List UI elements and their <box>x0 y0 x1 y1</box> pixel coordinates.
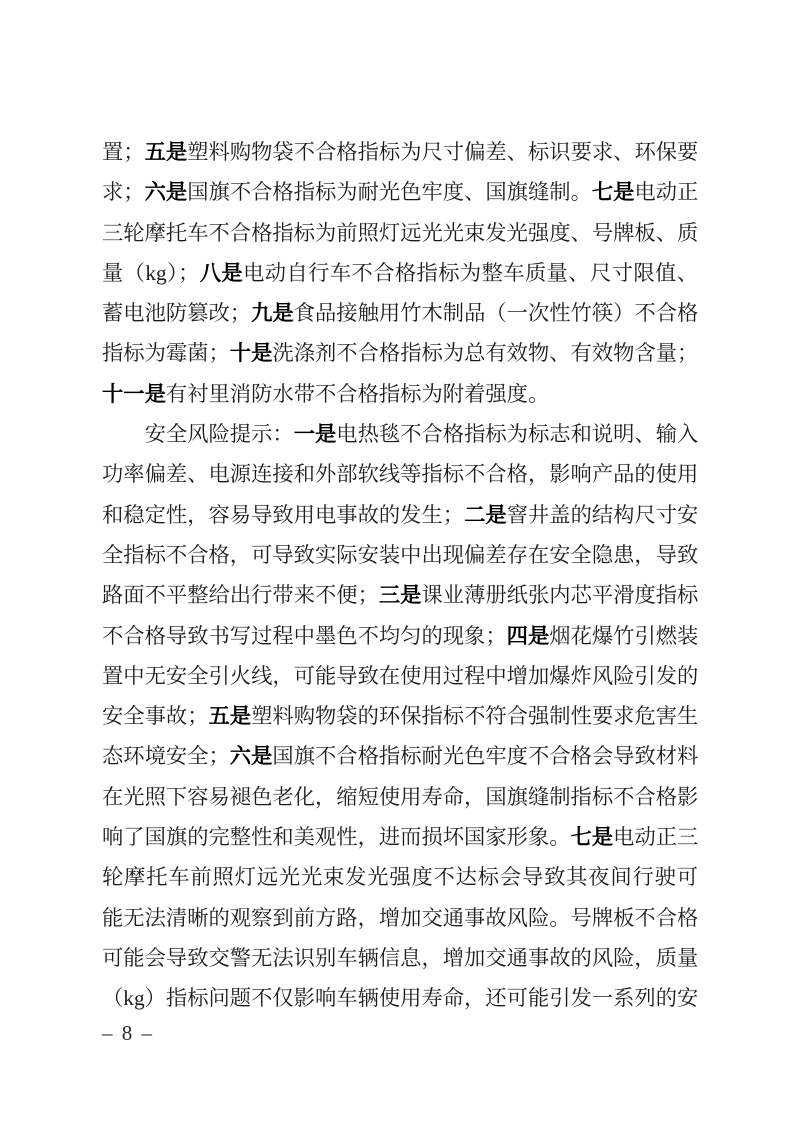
bold-text-segment: 五是 <box>208 704 252 729</box>
text-line <box>102 817 698 857</box>
text-line <box>102 978 698 1018</box>
text-segment: 国旗不合格指标为耐光色牢度、国旗缝制。 <box>187 180 592 205</box>
text-segment: 电动自行车不合格指标为整车质量、尺寸限值、 <box>243 260 698 285</box>
bold-text-segment: 六是 <box>229 744 273 769</box>
text-segment: 响了国旗的完整性和美观性，进而损坏国家形象。 <box>102 825 571 850</box>
text-segment: 有衬里消防水带不合格指标为附着强度。 <box>165 381 550 406</box>
text-segment: 指标为霉菌； <box>102 341 230 366</box>
text-segment: 安全风险提示： <box>144 422 294 447</box>
text-line <box>102 777 698 817</box>
text-line <box>102 696 698 736</box>
text-segment: 不合格导致书写过程中墨色不均匀的现象； <box>102 623 507 648</box>
bold-text-segment: 七是 <box>591 180 635 205</box>
bold-text-segment: 九是 <box>251 301 294 326</box>
text-segment: （kg）指标问题不仅影响车辆使用寿命，还可能引发一系列的安 <box>102 986 699 1011</box>
text-line <box>102 132 698 172</box>
text-line <box>102 898 698 938</box>
text-segment: 求； <box>102 180 145 205</box>
text-line <box>102 535 698 575</box>
text-segment: 置； <box>102 140 145 164</box>
text-line <box>102 495 698 535</box>
bold-text-segment: 十是 <box>229 341 273 366</box>
text-segment: 洗涤剂不合格指标为总有效物、有效物含量； <box>272 341 699 366</box>
text-segment: 全指标不合格，可导致实际安装中出现偏差存在安全隐患，导致 <box>102 542 699 567</box>
text-segment: 安全事故； <box>102 704 209 729</box>
page-number: – 8 – <box>102 1021 154 1045</box>
bold-text-segment: 四是 <box>506 623 550 648</box>
text-segment: 课业薄册纸张内芯平滑度指标 <box>421 583 699 608</box>
text-segment: 态环境安全； <box>102 744 230 769</box>
text-line <box>102 172 698 212</box>
text-line <box>102 213 698 253</box>
text-line <box>102 293 698 333</box>
document-body <box>102 132 698 1019</box>
text-segment: 量（kg）； <box>102 260 200 285</box>
text-line <box>102 616 698 656</box>
text-segment: 国旗不合格指标耐光色牢度不合格会导致材料 <box>272 744 699 769</box>
text-segment: 置中无安全引火线，可能导致在使用过程中增加爆炸风险引发的 <box>102 663 699 688</box>
text-segment: 路面不平整给出行带来不便； <box>102 583 379 608</box>
bold-text-segment: 八是 <box>199 260 244 285</box>
text-segment: 功率偏差、电源连接和外部软线等指标不合格，影响产品的使用 <box>102 462 699 487</box>
bold-text-segment: 二是 <box>464 502 507 527</box>
text-segment: 电热毯不合格指标为标志和说明、输入 <box>336 422 699 447</box>
text-line <box>102 374 698 414</box>
text-segment: 和稳定性，容易导致用电事故的发生； <box>102 502 465 527</box>
text-segment: 塑料购物袋不合格指标为尺寸偏差、标识要求、环保要 <box>187 140 699 164</box>
text-segment: 烟花爆竹引燃装 <box>549 623 699 648</box>
text-line <box>102 454 698 494</box>
text-segment: 轮摩托车前照灯远光光束发光强度不达标会导致其夜间行驶可 <box>102 865 698 890</box>
bold-text-segment: 十一是 <box>102 381 166 406</box>
text-line <box>102 333 698 373</box>
text-segment: 可能会导致交警无法识别车辆信息，增加交通事故的风险，质量 <box>102 945 699 970</box>
bold-text-segment: 五是 <box>144 140 188 164</box>
text-segment: 三轮摩托车不合格指标为前照灯远光光束发光强度、号牌板、质 <box>102 220 699 245</box>
text-segment: 能无法清晰的观察到前方路，增加交通事故风险。号牌板不合格 <box>102 905 699 930</box>
text-segment: 食品接触用竹木制品（一次性竹筷）不合格 <box>293 301 699 326</box>
text-line <box>102 656 698 696</box>
bold-text-segment: 六是 <box>144 180 188 205</box>
text-line <box>102 736 698 776</box>
bold-text-segment: 一是 <box>293 422 337 447</box>
text-segment: 电动正 <box>634 180 699 205</box>
text-line <box>102 857 698 897</box>
text-line <box>102 575 698 615</box>
text-line <box>102 938 698 978</box>
text-segment: 电动正三 <box>613 825 699 850</box>
text-segment: 在光照下容易褪色老化，缩短使用寿命，国旗缝制指标不合格影 <box>102 784 699 809</box>
text-segment: 塑料购物袋的环保指标不符合强制性要求危害生 <box>251 704 699 729</box>
text-line <box>102 414 698 454</box>
bold-text-segment: 七是 <box>570 825 614 850</box>
text-line <box>102 253 698 293</box>
bold-text-segment: 三是 <box>378 583 422 608</box>
text-segment: 窨井盖的结构尺寸安 <box>506 502 699 527</box>
text-segment: 蓄电池防篡改； <box>102 301 252 326</box>
